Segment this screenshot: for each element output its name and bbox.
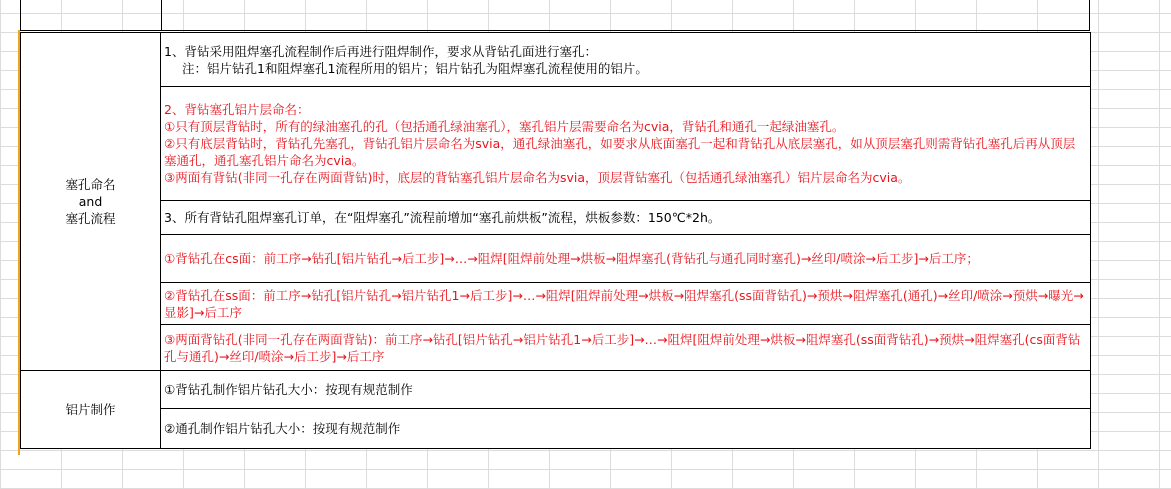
table-row [21, 409, 1091, 449]
cell-plugging-rule-1[interactable] [161, 33, 1091, 87]
section-label-aluminum[interactable] [21, 371, 161, 449]
cell-plugging-rule-2[interactable] [161, 87, 1091, 201]
table-row [21, 325, 1091, 371]
strip-divider [161, 0, 162, 30]
cell-text-line: ①背钻孔制作铝片钻孔大小：按现有规范制作 [164, 382, 413, 397]
cell-text-line: 3、所有背钻孔阻焊塞孔订单，在“阻焊塞孔”流程前增加“塞孔前烘板”流程，烘板参数：150℃*2h。 [164, 210, 721, 225]
cell-plugging-rule-3[interactable] [161, 201, 1091, 235]
cell-flow-ss[interactable] [161, 283, 1091, 325]
cell-text-line: ③两面有背钻(非同一孔存在两面背钻)时，底层的背钻塞孔铝片层命名为svia，顶层背钻塞孔（包括通孔绿油塞孔）铝片层命名为cvia。 [164, 170, 911, 185]
section-label-line: 塞孔流程 [65, 211, 116, 226]
cell-text-line: ②背钻孔在ss面：前工序→钻孔[铝片钻孔→铝片钻孔1→后工步]→…→阻焊[阻焊前处理→烘板→阻焊塞孔(ss面背钻孔)→预烘→阻焊塞孔(通孔)→丝印/喷涂→预烘→曝光→显影]→后工序 [164, 287, 1084, 320]
section-label-line: and [78, 194, 103, 209]
cell-text-line: ①只有顶层背钻时，所有的绿油塞孔的孔（包括通孔绿油塞孔），塞孔铝片层需要命名为cvia，背钻孔和通孔一起绿油塞孔。 [164, 119, 845, 134]
cell-aluminum-backdrill[interactable] [161, 371, 1091, 409]
cell-flow-both[interactable] [161, 325, 1091, 371]
section-label-line: 铝片制作 [65, 402, 116, 417]
cell-text-line: 1、背钻采用阻焊塞孔流程制作后再进行阻焊制作，要求从背钻孔面进行塞孔： [164, 43, 597, 59]
cell-text-line: 2、背钻塞孔铝片层命名： [164, 102, 310, 117]
section-label-line: 塞孔命名 [65, 177, 116, 192]
cell-aluminum-through-hole[interactable] [161, 409, 1091, 449]
table-row [21, 235, 1091, 283]
cell-text-line: ③两面背钻孔(非同一孔存在两面背钻)：前工序→钻孔[铝片钻孔→铝片钻孔1→后工步]→…→阻焊[阻焊前处理→烘板→阻焊塞孔(ss面背钻孔)→预烘→阻焊塞孔(cs面背钻孔与通孔)→丝印/喷涂→后工步]→后工序 [164, 331, 1081, 364]
table-row [21, 87, 1091, 201]
table-row [21, 33, 1091, 87]
cell-flow-cs[interactable] [161, 235, 1091, 283]
spec-table [20, 32, 1091, 449]
strip-right-border [1089, 0, 1090, 30]
previous-row-strip [20, 0, 1090, 31]
cell-note-line: 注：铝片钻孔1和阻焊塞孔1流程所用的铝片；铝片钻孔为阻焊塞孔流程使用的铝片。 [182, 60, 648, 76]
cell-text-line: ①背钻孔在cs面：前工序→钻孔[铝片钻孔→后工步]→…→阻焊[阻焊前处理→烘板→阻焊塞孔(背钻孔与通孔同时塞孔)→丝印/喷涂→后工步]→后工序； [164, 251, 979, 266]
table-row [21, 371, 1091, 409]
section-label-plugging[interactable] [21, 33, 161, 371]
cell-text-line: ②通孔制作铝片钻孔大小：按现有规范制作 [164, 421, 401, 436]
table-row [21, 201, 1091, 235]
cell-text-line: ②只有底层背钻时，背钻孔先塞孔，背钻孔铝片层命名为svia，通孔绿油塞孔，如要求从底面塞孔一起和背钻孔从底层塞孔，如从顶层塞孔则需背钻孔塞孔后再从顶层塞通孔，通孔塞孔铝片命名为cvia。 [164, 136, 1076, 168]
table-row [21, 283, 1091, 325]
strip-left-border [20, 0, 21, 30]
